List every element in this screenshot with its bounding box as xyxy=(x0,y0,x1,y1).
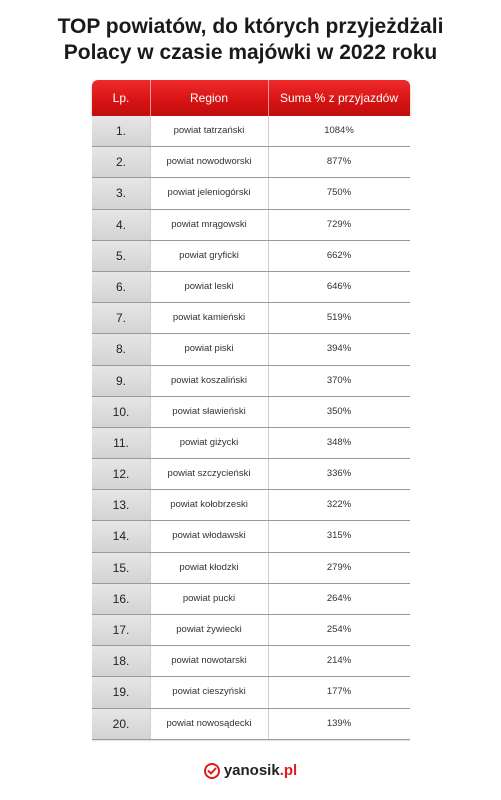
column-divider xyxy=(268,677,269,708)
column-divider xyxy=(268,116,269,147)
table-row xyxy=(92,709,410,740)
column-divider xyxy=(268,366,269,397)
column-divider xyxy=(268,428,269,459)
header-region: Region xyxy=(189,91,229,105)
chart-title-line-2: Polacy w czasie majówki w 2022 roku xyxy=(63,41,438,64)
column-divider xyxy=(150,116,151,147)
row-value: 370% xyxy=(268,366,410,396)
row-value: 729% xyxy=(268,210,410,240)
chart-title xyxy=(0,14,501,66)
column-divider xyxy=(268,147,269,178)
row-region: powiat nowodworski xyxy=(150,147,268,177)
row-value: 264% xyxy=(268,584,410,614)
row-region: powiat tatrzański xyxy=(150,116,268,146)
column-divider xyxy=(268,584,269,615)
ranking-table xyxy=(92,80,410,740)
column-divider xyxy=(268,303,269,334)
table-row xyxy=(92,428,410,459)
table-row xyxy=(92,646,410,677)
row-region: powiat kołobrzeski xyxy=(150,490,268,520)
table-row xyxy=(92,303,410,334)
column-divider xyxy=(150,646,151,677)
column-divider xyxy=(268,272,269,303)
column-divider xyxy=(150,334,151,365)
row-lp: 4. xyxy=(92,210,150,240)
column-divider xyxy=(150,553,151,584)
column-divider xyxy=(150,677,151,708)
row-value: 214% xyxy=(268,646,410,676)
table-row xyxy=(92,147,410,178)
row-region: powiat włodawski xyxy=(150,521,268,551)
row-value: 662% xyxy=(268,241,410,271)
row-value: 177% xyxy=(268,677,410,707)
table-row xyxy=(92,615,410,646)
column-divider xyxy=(150,615,151,646)
column-divider xyxy=(150,178,151,209)
row-lp: 19. xyxy=(92,677,150,707)
row-region: powiat cieszyński xyxy=(150,677,268,707)
row-region: powiat sławieński xyxy=(150,397,268,427)
table-row xyxy=(92,241,410,272)
row-lp: 2. xyxy=(92,147,150,177)
column-divider xyxy=(150,490,151,521)
row-region: powiat leski xyxy=(150,272,268,302)
row-region: powiat nowotarski xyxy=(150,646,268,676)
logo-text: yanosik xyxy=(223,762,280,779)
row-region: powiat żywiecki xyxy=(150,615,268,645)
column-divider xyxy=(150,210,151,241)
row-value: 315% xyxy=(268,521,410,551)
row-value: 1084% xyxy=(268,116,410,146)
chart-title-line-1: TOP powiatów, do których przyjeżdżali xyxy=(57,15,444,38)
logo xyxy=(0,762,501,783)
table-row xyxy=(92,553,410,584)
row-value: 750% xyxy=(268,178,410,208)
table-row xyxy=(92,677,410,708)
row-region: powiat kłodzki xyxy=(150,553,268,583)
row-value: 350% xyxy=(268,397,410,427)
row-lp: 20. xyxy=(92,709,150,739)
row-lp: 1. xyxy=(92,116,150,146)
row-value: 279% xyxy=(268,553,410,583)
row-lp: 12. xyxy=(92,459,150,489)
column-divider xyxy=(150,147,151,178)
row-lp: 17. xyxy=(92,615,150,645)
table-header xyxy=(92,80,410,116)
row-region: powiat gryficki xyxy=(150,241,268,271)
row-region: powiat giżycki xyxy=(150,428,268,458)
table-body xyxy=(92,116,410,740)
table-row xyxy=(92,334,410,365)
column-divider xyxy=(150,709,151,740)
column-divider xyxy=(150,303,151,334)
column-divider xyxy=(150,521,151,552)
column-divider xyxy=(150,366,151,397)
column-divider xyxy=(268,490,269,521)
column-divider xyxy=(268,646,269,677)
row-lp: 9. xyxy=(92,366,150,396)
table-row xyxy=(92,210,410,241)
table-row xyxy=(92,116,410,147)
column-divider xyxy=(268,553,269,584)
row-region: powiat mrągowski xyxy=(150,210,268,240)
column-divider xyxy=(150,272,151,303)
yanosik-logo-icon xyxy=(204,763,220,779)
row-value: 646% xyxy=(268,272,410,302)
table-row xyxy=(92,272,410,303)
row-lp: 5. xyxy=(92,241,150,271)
row-lp: 11. xyxy=(92,428,150,458)
row-value: 322% xyxy=(268,490,410,520)
row-lp: 18. xyxy=(92,646,150,676)
column-divider xyxy=(268,210,269,241)
column-divider xyxy=(268,459,269,490)
column-divider xyxy=(150,397,151,428)
column-divider xyxy=(150,459,151,490)
column-divider xyxy=(268,397,269,428)
row-region: powiat jeleniogórski xyxy=(150,178,268,208)
row-region: powiat koszaliński xyxy=(150,366,268,396)
table-row xyxy=(92,178,410,209)
row-region: powiat piski xyxy=(150,334,268,364)
row-value: 519% xyxy=(268,303,410,333)
row-value: 254% xyxy=(268,615,410,645)
row-value: 139% xyxy=(268,709,410,739)
column-divider xyxy=(268,615,269,646)
row-divider xyxy=(92,739,410,740)
row-lp: 16. xyxy=(92,584,150,614)
row-lp: 14. xyxy=(92,521,150,551)
column-divider xyxy=(150,428,151,459)
row-region: powiat kamieński xyxy=(150,303,268,333)
column-divider xyxy=(268,334,269,365)
row-value: 394% xyxy=(268,334,410,364)
table-row xyxy=(92,366,410,397)
logo-text-accent: .pl xyxy=(279,762,298,779)
row-region: powiat nowosądecki xyxy=(150,709,268,739)
table-row xyxy=(92,459,410,490)
column-divider xyxy=(268,178,269,209)
row-lp: 13. xyxy=(92,490,150,520)
column-divider xyxy=(268,709,269,740)
table-row xyxy=(92,584,410,615)
row-value: 877% xyxy=(268,147,410,177)
column-divider xyxy=(268,241,269,272)
row-lp: 7. xyxy=(92,303,150,333)
header-lp: Lp. xyxy=(112,91,130,105)
column-divider xyxy=(268,521,269,552)
row-lp: 15. xyxy=(92,553,150,583)
table-row xyxy=(92,490,410,521)
row-value: 336% xyxy=(268,459,410,489)
row-lp: 8. xyxy=(92,334,150,364)
column-divider xyxy=(150,584,151,615)
row-region: powiat szczycieński xyxy=(150,459,268,489)
row-lp: 10. xyxy=(92,397,150,427)
table-row xyxy=(92,397,410,428)
table-row xyxy=(92,521,410,552)
header-value: Suma % z przyjazdów xyxy=(279,91,399,105)
row-region: powiat pucki xyxy=(150,584,268,614)
row-lp: 3. xyxy=(92,178,150,208)
column-divider xyxy=(150,241,151,272)
row-lp: 6. xyxy=(92,272,150,302)
row-value: 348% xyxy=(268,428,410,458)
